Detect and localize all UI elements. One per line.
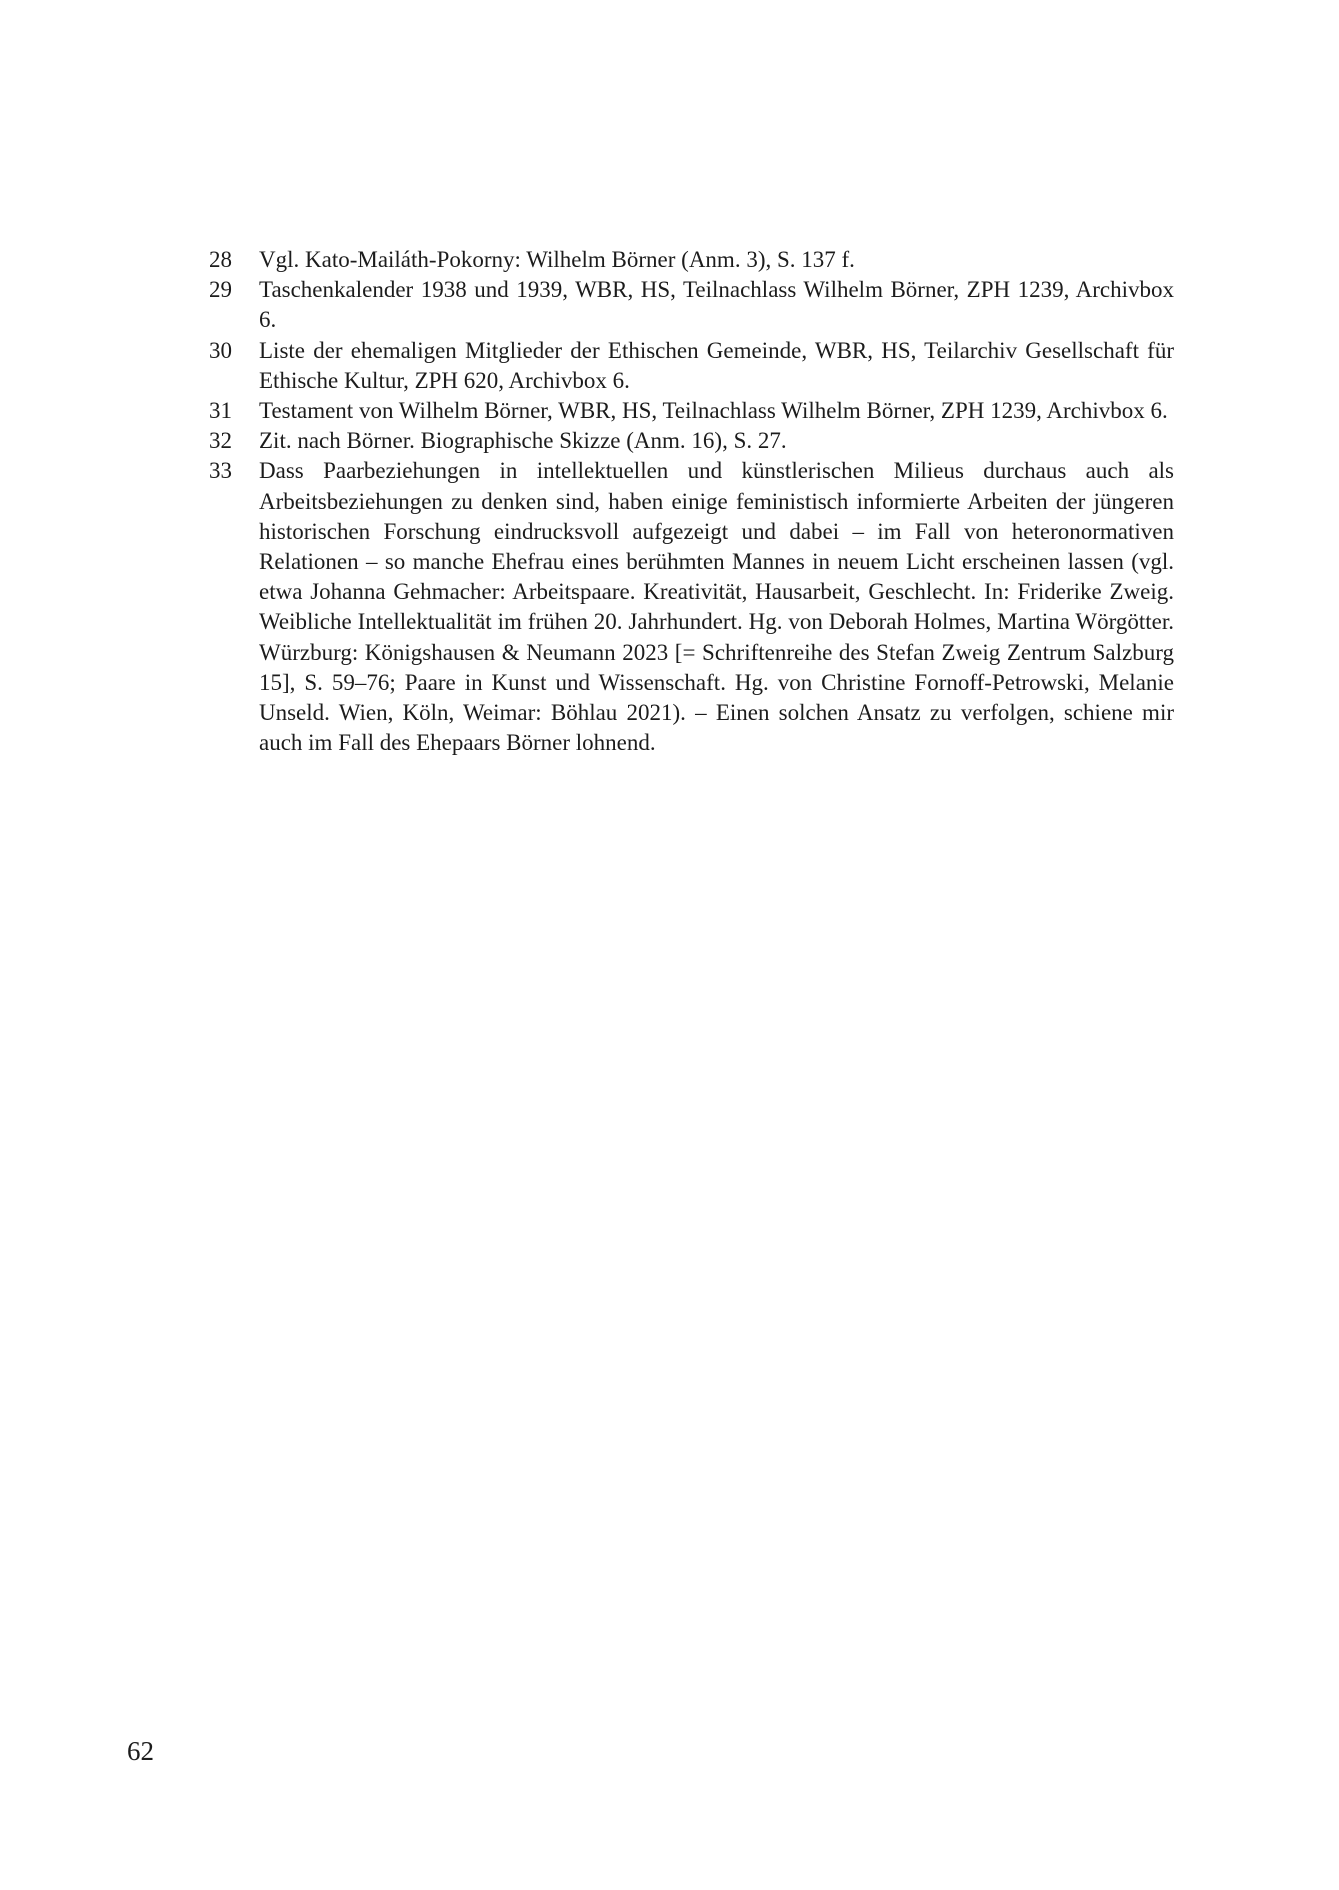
footnote-number: 31 xyxy=(209,398,232,424)
footnote-number: 32 xyxy=(209,428,232,454)
footnote-text: Testament von Wilhelm Börner, WBR, HS, Teilnachlass Wilhelm Börner, ZPH 1239, Archivbox 6. xyxy=(259,398,1168,424)
footnote-number: 30 xyxy=(209,337,232,363)
footnote-30 xyxy=(209,336,1174,396)
footnote-number: 28 xyxy=(209,247,232,272)
footnote-33 xyxy=(209,456,1174,758)
footnote-29 xyxy=(209,275,1174,335)
footnote-text: Dass Paarbeziehungen in intellektuellen und künstlerischen Milieus durchaus auch als Arbeitsbeziehungen zu denken sind, haben einige feministisch informierte Arbeiten der jüngeren historischen Forschung eindrucksvoll aufgezeigt und dabei – im Fall von heteronormativen Relationen – so manche Ehefrau eines berühmten Mannes in neuem Licht erscheinen lassen (vgl. etwa Johanna Gehmacher: Arbeitspaare. Kreativität, Hausarbeit, Geschlecht. In: Friderike Zweig. Weibliche Intellektualität im frühen 20. Jahrhundert. Hg. von Deborah Holmes, Martina Wörgötter. Würzburg: Königshausen & Neumann 2023 [= Schriftenreihe des Stefan Zweig Zentrum Salzburg 15], S. 59–76; Paare in Kunst und Wissenschaft. Hg. von Christine Fornoff-Petrowski, Melanie Unseld. Wien, Köln, Weimar: Böhlau 2021). – Einen solchen Ansatz zu verfolgen, schiene mir auch im Fall des Ehepaars Börner lohnend. xyxy=(259,458,1174,756)
footnote-31 xyxy=(209,396,1174,426)
footnote-32 xyxy=(209,426,1174,456)
footnote-28 xyxy=(209,245,1174,275)
footnote-text: Zit. nach Börner. Biographische Skizze (Anm. 16), S. 27. xyxy=(259,428,787,454)
footnote-number: 29 xyxy=(209,277,232,303)
footnote-text: Liste der ehemaligen Mitglieder der Ethischen Gemeinde, WBR, HS, Teilarchiv Gesellschaft für Ethische Kultur, ZPH 620, Archivbox 6. xyxy=(259,337,1174,393)
footnote-text: Vgl. Kato-Mailáth-Pokorny: Wilhelm Börner (Anm. 3), S. 137 f. xyxy=(259,247,855,272)
page-number: 62 xyxy=(127,1736,154,1766)
footnote-text: Taschenkalender 1938 und 1939, WBR, HS, Teilnachlass Wilhelm Börner, ZPH 1239, Archivbox 6. xyxy=(259,277,1174,333)
footnote-number: 33 xyxy=(209,458,232,484)
footnotes-list xyxy=(209,245,1174,758)
